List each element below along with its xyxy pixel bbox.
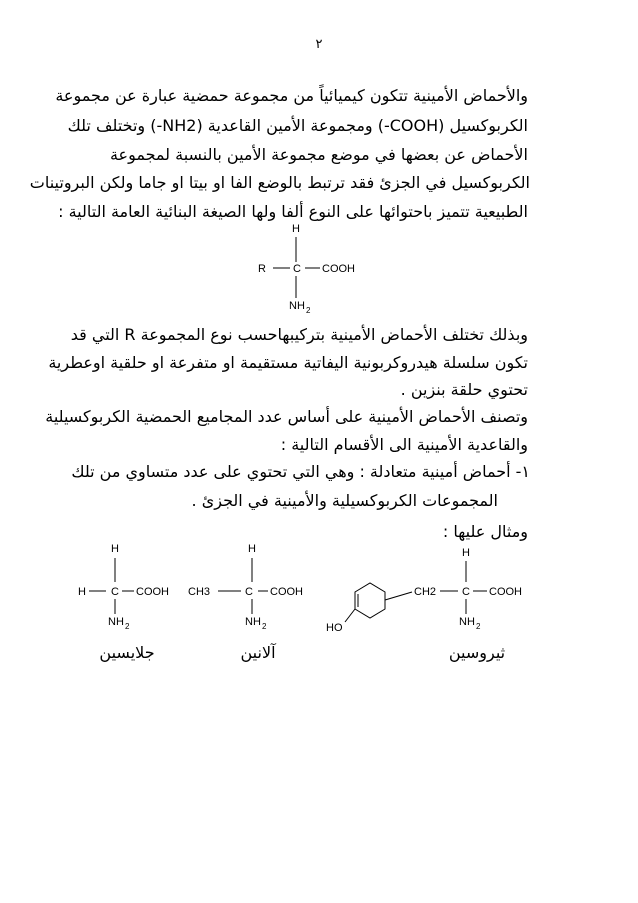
page-number: ٢	[315, 37, 323, 52]
paragraph1-line2-text: الكربوكسيل (COOH-) ومجموعة الأمين القاعدية (NH2-) وتختلف تلك	[67, 116, 528, 135]
general-formula-nh-sub: 2	[306, 306, 311, 315]
alanine-structure	[188, 543, 303, 631]
tyrosine-ch2: CH2	[414, 586, 437, 598]
glycine-left-h: H	[78, 586, 86, 598]
glycine-name: جلايسين	[99, 643, 155, 662]
paragraph2-line1: وبذلك تختلف الأحماض الأمينية بتركيبهاحسب نوع المجموعة R التي قد	[70, 325, 528, 344]
general-formula-c: C	[293, 263, 301, 275]
glycine-structure	[78, 543, 169, 631]
paragraph2-line3: تحتوي حلقة بنزين .	[400, 380, 528, 399]
glycine-c: C	[111, 586, 119, 598]
general-formula-h: H	[292, 223, 300, 235]
tyrosine-top-h: H	[462, 547, 470, 559]
tyrosine-nh: NH	[459, 616, 475, 628]
tyrosine-c: C	[462, 586, 470, 598]
tyrosine-cooh: COOH	[489, 586, 522, 598]
paragraph1-line4: الكربوكسيل في الجزئ فقد ترتبط بالوضع الفا او بيتا او جاما ولكن البروتينات	[29, 173, 530, 192]
alanine-nh: NH	[245, 616, 261, 628]
glycine-nh: NH	[108, 616, 124, 628]
paragraph2-line2: تكون سلسلة هيدروكربونية اليفاتية مستقيمة او متفرعة او حلقية اوعطرية	[48, 353, 528, 372]
glycine-cooh: COOH	[136, 586, 169, 598]
alanine-ch3: CH3	[188, 586, 211, 598]
list-item1-line1: ١- أحماض أمينية متعادلة : وهي التي تحتوي على عدد متساوي من تلك	[71, 462, 530, 481]
general-formula-r: R	[258, 263, 266, 275]
glycine-top-h: H	[111, 543, 119, 555]
tyrosine-bond-ring-ch2	[385, 592, 412, 600]
general-formula-nh: NH	[289, 300, 305, 312]
paragraph1-line3: الأحماض عن بعضها في موضع مجموعة الأمين بالنسبة لمجموعة	[109, 145, 528, 164]
paragraph1-line5: الطبيعية تتميز باحتوائها على النوع ألفا ولها الصيغة البنائية العامة التالية :	[58, 202, 528, 221]
list-item1-line2: المجموعات الكربوكسيلية والأمينية في الجزئ .	[191, 491, 498, 510]
glycine-nh-sub: 2	[125, 622, 130, 631]
paragraph3-line1: وتصنف الأحماض الأمينية على أساس عدد المجاميع الحمضية الكربوكسيلية	[45, 407, 528, 426]
tyrosine-ho: HO	[326, 622, 343, 634]
alanine-name: آلانين	[240, 643, 276, 662]
alanine-nh-sub: 2	[262, 622, 267, 631]
tyrosine-structure	[326, 547, 522, 634]
alanine-top-h: H	[248, 543, 256, 555]
tyrosine-name: ثيروسين	[448, 643, 506, 662]
paragraph1-line1: والأحماض الأمينية تتكون كيميائياً من مجموعة حمضية عبارة عن مجموعة	[55, 86, 528, 105]
paragraph3-line2: والقاعدية الأمينية الى الأقسام التالية :	[280, 435, 528, 454]
tyrosine-bond-ring-ho	[345, 609, 355, 622]
examples-label: ومثال عليها :	[442, 522, 528, 541]
benzene-ring-icon	[355, 583, 385, 618]
tyrosine-nh-sub: 2	[476, 622, 481, 631]
general-formula-cooh: COOH	[322, 263, 355, 275]
alanine-cooh: COOH	[270, 586, 303, 598]
alanine-c: C	[245, 586, 253, 598]
